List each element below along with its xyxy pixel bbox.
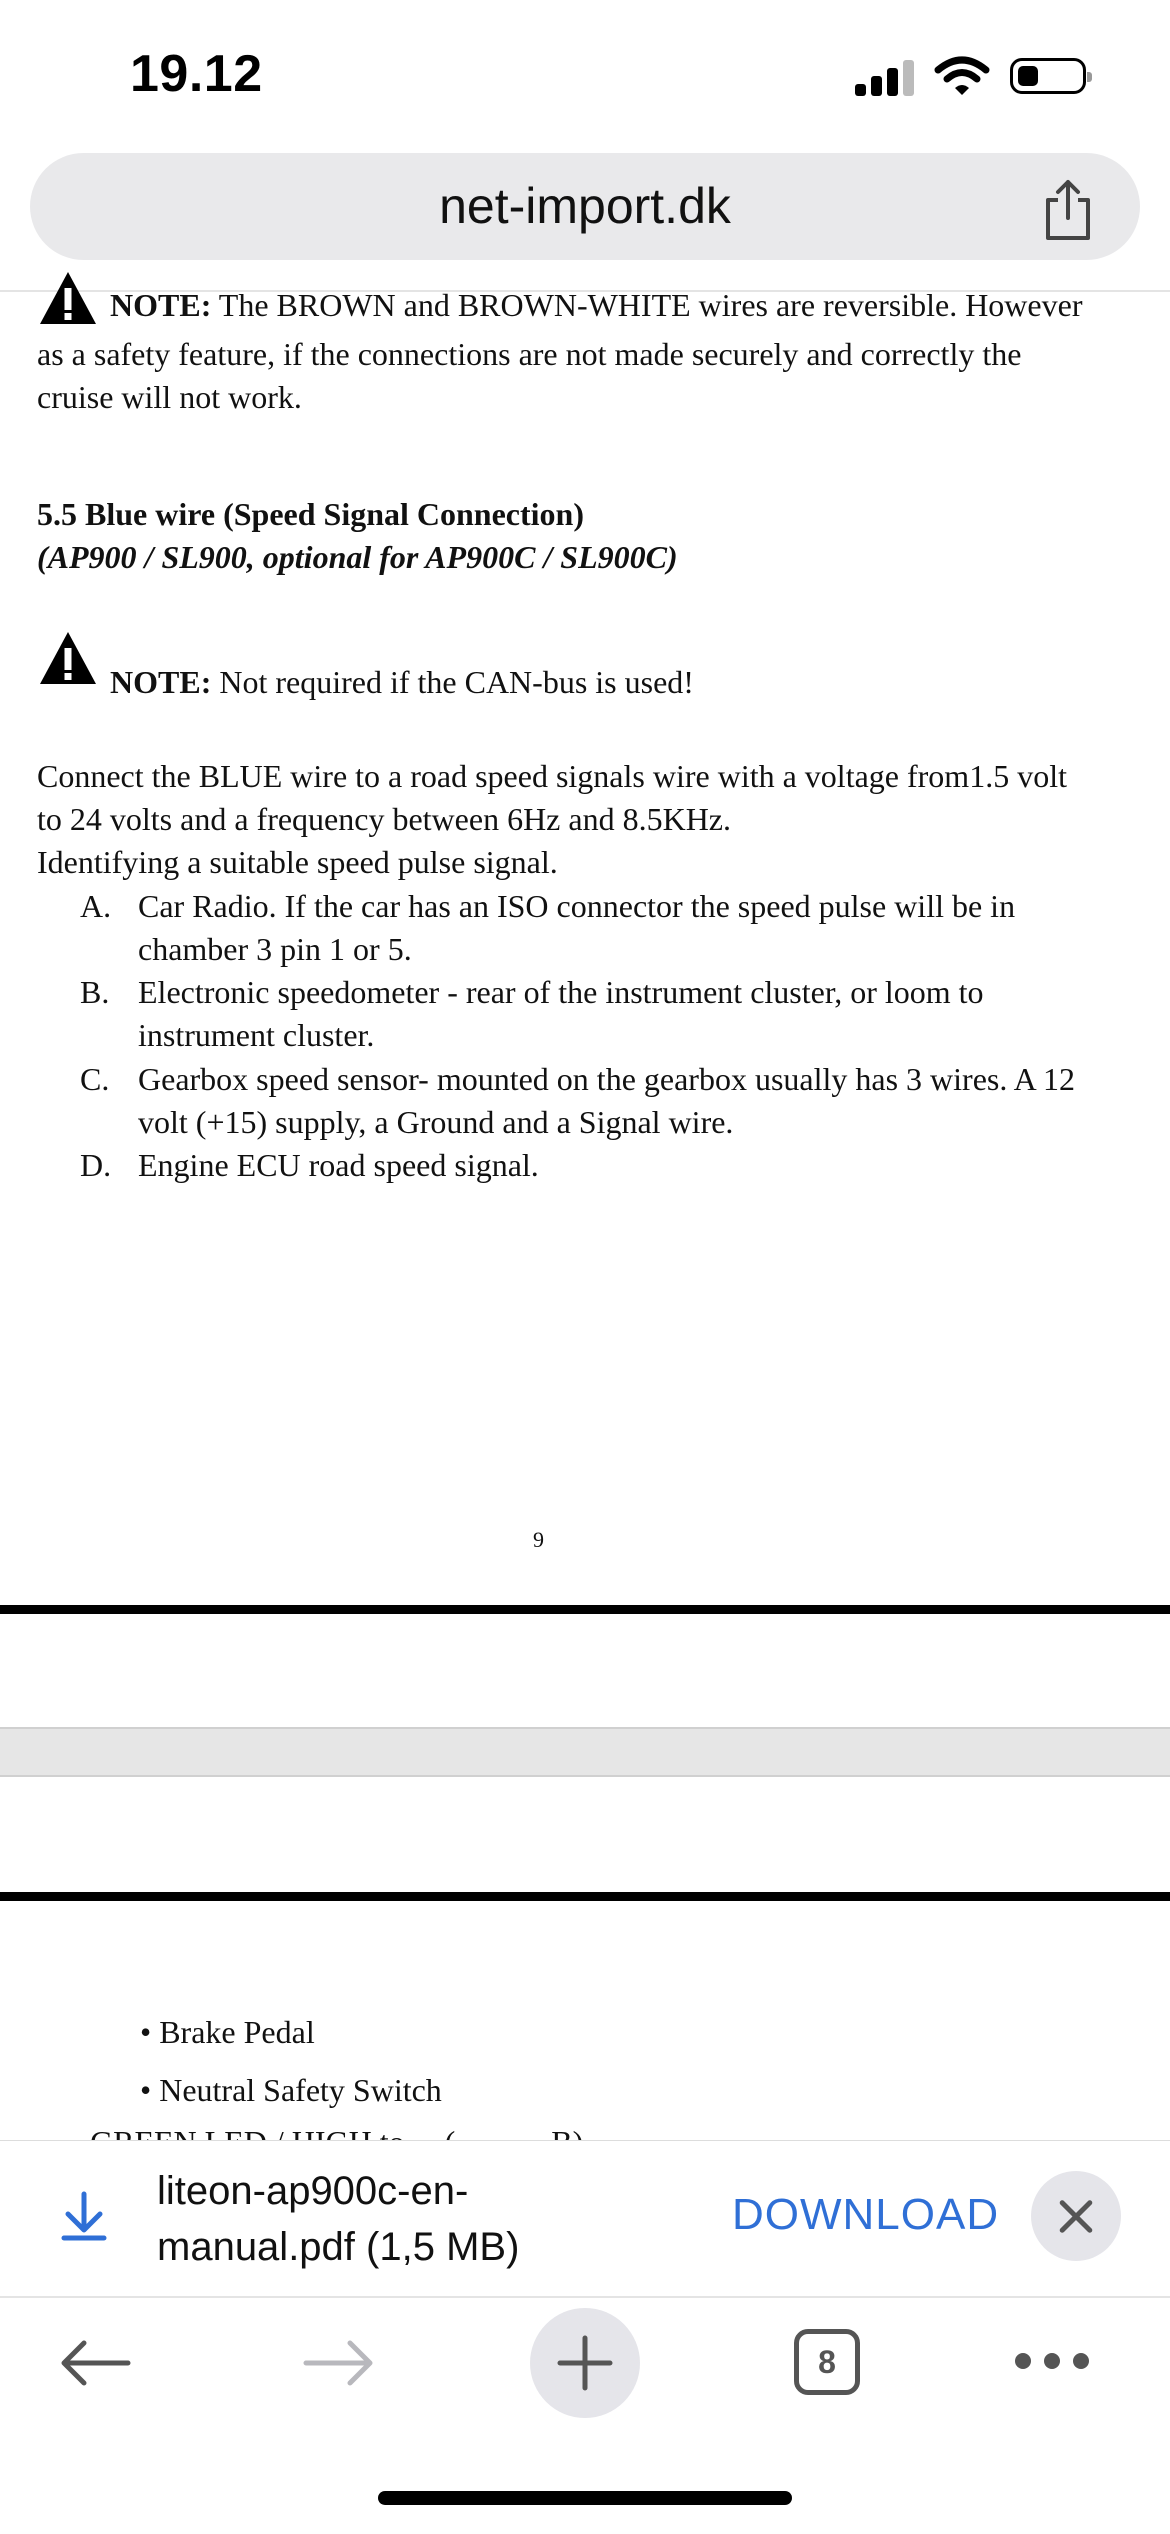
- plus-icon: [530, 2308, 640, 2418]
- download-button[interactable]: DOWNLOAD: [732, 2190, 1000, 2239]
- section-title: 5.5 Blue wire (Speed Signal Connection): [37, 496, 584, 532]
- wifi-icon: [935, 56, 989, 96]
- list-item: D. Engine ECU road speed signal.: [80, 1147, 539, 1183]
- list-item-continuation: chamber 3 pin 1 or 5.: [138, 931, 412, 967]
- section-subtitle: (AP900 / SL900, optional for AP900C / SL900C): [37, 539, 678, 575]
- list-item-continuation: instrument cluster.: [138, 1017, 375, 1053]
- bullet-item: • Neutral Safety Switch: [140, 2072, 442, 2108]
- close-download-button[interactable]: [1031, 2171, 1121, 2261]
- back-icon[interactable]: [58, 2338, 132, 2388]
- new-tab-button[interactable]: [530, 2308, 640, 2418]
- forward-icon[interactable]: [302, 2338, 376, 2388]
- page-border: [0, 1605, 1170, 1614]
- list-item-continuation: volt (+15) supply, a Ground and a Signal wire.: [138, 1104, 734, 1140]
- battery-icon: [1010, 58, 1086, 94]
- note-brown-wires: NOTE: The BROWN and BROWN-WHITE wires are reversible. However: [110, 287, 1083, 323]
- download-file-name: liteon-ap900c-en- manual.pdf (1,5 MB): [157, 2169, 520, 2269]
- note-text-line: as a safety feature, if the connections are not made securely and correctly the: [37, 336, 1022, 372]
- cellular-signal-icon: [855, 58, 915, 96]
- note-can-bus: NOTE: Not required if the CAN-bus is used!: [110, 664, 694, 700]
- more-options-icon[interactable]: [1015, 2353, 1102, 2374]
- download-icon[interactable]: [58, 2190, 110, 2242]
- url-text[interactable]: net-import.dk: [439, 178, 731, 234]
- status-time: 19.12: [130, 45, 263, 103]
- list-item: A. Car Radio. If the car has an ISO connector the speed pulse will be in: [80, 888, 1016, 924]
- list-item: C. Gearbox speed sensor- mounted on the gearbox usually has 3 wires. A 12: [80, 1061, 1075, 1097]
- paragraph-line: Identifying a suitable speed pulse signal.: [37, 844, 558, 880]
- warning-icon: [38, 270, 98, 326]
- share-icon[interactable]: [1040, 178, 1096, 242]
- address-bar[interactable]: [30, 153, 1140, 260]
- page-number: 9: [533, 1527, 544, 1552]
- paragraph-line: to 24 volts and a frequency between 6Hz and 8.5KHz.: [37, 801, 731, 837]
- list-item: B. Electronic speedometer - rear of the instrument cluster, or loom to: [80, 974, 984, 1010]
- tab-switcher-button[interactable]: 8: [794, 2329, 860, 2395]
- warning-icon: [38, 630, 98, 686]
- page-gap: [0, 1727, 1170, 1777]
- cut-off-line: [90, 2120, 583, 2140]
- page-border: [0, 1892, 1170, 1901]
- paragraph-line: Connect the BLUE wire to a road speed signals wire with a voltage from1.5 volt: [37, 758, 1067, 794]
- home-indicator: [378, 2491, 792, 2505]
- note-text-line: cruise will not work.: [37, 379, 302, 415]
- bullet-item: • Brake Pedal: [140, 2014, 315, 2050]
